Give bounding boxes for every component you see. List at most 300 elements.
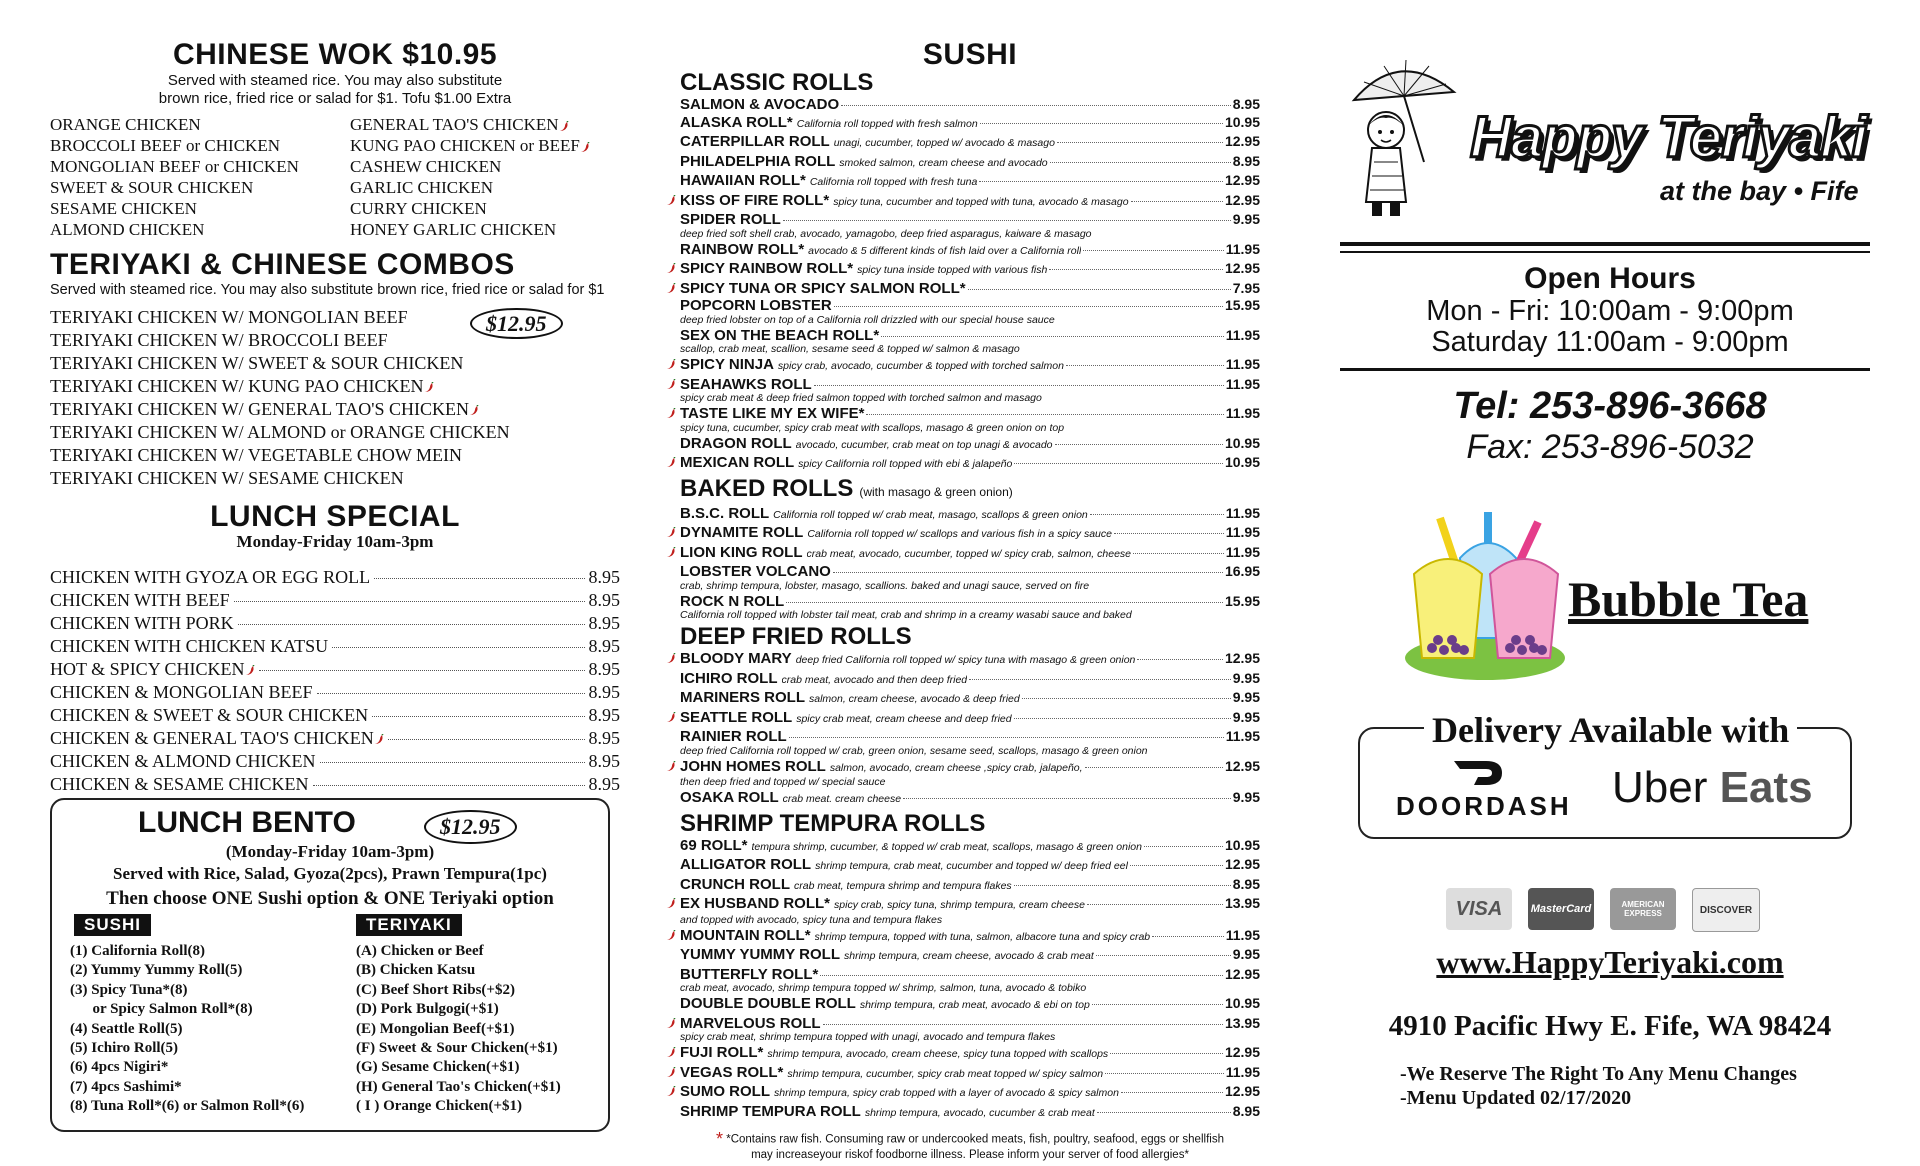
roll-name: DYNAMITE ROLL [680,524,804,541]
roll-price: 8.95 [1232,96,1260,112]
roll-name: POPCORN LOBSTER [680,297,832,314]
combo-item-name: TERIYAKI CHICKEN W/ MONGOLIAN BEEF [50,307,408,327]
combo-item-name: TERIYAKI CHICKEN W/ ALMOND or ORANGE CHICKEN [50,422,510,442]
sushi-roll [680,505,1260,525]
wok-item-name: MONGOLIAN BEEF or CHICKEN [50,157,299,176]
roll-price: 16.95 [1224,563,1260,579]
lunch-item-name: CHICKEN WITH PORK [50,613,234,633]
wok-item-name: CASHEW CHICKEN [350,157,502,176]
dot-leader [320,762,585,763]
section-title-text: DEEP FRIED ROLLS [680,623,912,650]
chili-pepper-icon [666,547,676,558]
roll-name: SEX ON THE BEACH ROLL* [680,326,880,344]
lunch-title: LUNCH SPECIAL [210,500,460,533]
roll-desc: California roll topped w/ crab meat, masago, scallops & green onion [773,508,1088,521]
roll-desc-line: spicy tuna, cucumber, spicy crab meat with scallops, masago & green onion on top [680,421,1065,434]
roll-name: TASTE LIKE MY EX WIFE* [680,405,865,422]
combo-item [50,352,620,375]
bento-teriyaki-option: (A) Chicken or Beef [356,943,484,959]
sushi-roll [680,689,1260,709]
hours-saturday: Saturday 11:00am - 9:00pm [1431,326,1789,358]
lunch-item-price: 8.95 [588,567,620,587]
dot-leader [259,670,585,671]
roll-price: 10.95 [1224,454,1260,470]
sushi-roll [680,297,1260,315]
sushi-roll [680,837,1260,857]
sushi-roll [680,1015,1260,1033]
sushi-roll [680,1044,1260,1064]
wok-item [350,114,620,135]
sushi-roll [680,260,1260,280]
dot-leader [1090,514,1224,515]
roll-name: CRUNCH ROLL [680,875,790,893]
roll-name: SEAHAWKS ROLL [680,375,812,393]
sushi-roll [680,280,1260,298]
roll-price: 11.95 [1225,524,1260,540]
bento-teriyaki-label: TERIYAKI [356,914,462,936]
wok-item [350,156,620,177]
roll-desc-line: deep fried California roll topped w/ crab, green onion, sesame seed, scallops, masago & green onion [680,744,1148,757]
roll-desc: spicy crab, spicy tuna, shrimp tempura, cream cheese [834,899,1085,911]
divider [1340,251,1870,253]
bento-sushi-option: (4) Seattle Roll(5) [70,1020,183,1037]
roll-price: 10.95 [1224,113,1260,130]
lunch-item-price: 8.95 [588,705,620,725]
wok-item-name: SWEET & SOUR CHICKEN [50,178,254,197]
bento-title: LUNCH BENTO [138,806,356,839]
sushi-roll [680,946,1260,966]
roll-desc: deep fried California roll topped w/ spicy tuna with masago & green onion [795,654,1136,666]
roll-name: SPICY NINJA [680,356,774,373]
address: 4910 Pacific Hwy E. Fife, WA 98424 [1388,1010,1832,1042]
section-note: (with masago & green onion) [859,484,1013,499]
dot-leader [903,798,1231,799]
wok-sub-2: brown rice, fried rice or salad for $1. Tofu $1.00 Extra [158,90,512,107]
sushi-roll [680,544,1260,564]
roll-price: 11.95 [1225,326,1260,343]
lunch-item [50,727,620,750]
dot-leader [1144,846,1223,847]
roll-desc: spicy tuna inside topped with various fish [857,264,1048,276]
dot-leader [1133,553,1224,554]
bento-sushi-options [70,942,304,1117]
hours-title: Open Hours [1524,262,1696,295]
combo-item-name: TERIYAKI CHICKEN W/ VEGETABLE CHOW MEIN [50,445,463,465]
roll-desc: crab meat, tempura shrimp and tempura flakes [794,879,1012,892]
roll-price: 11.95 [1225,240,1260,257]
mastercard-icon: MasterCard [1528,888,1594,930]
sushi-roll [680,153,1260,173]
roll-desc: smoked salmon, cream cheese and avocado [839,156,1048,169]
roll-price: 7.95 [1232,279,1260,296]
sushi-roll [680,435,1260,455]
wok-item [350,219,620,240]
roll-name: MARVELOUS ROLL [680,1014,821,1032]
combos-title: TERIYAKI & CHINESE COMBOS [50,248,515,281]
asterisk-icon: * [716,1129,724,1149]
bento-teriyaki-option: (E) Mongolian Beef(+$1) [356,1020,515,1037]
roll-desc: California roll topped with fresh salmon [796,117,978,130]
roll-name: LION KING ROLL [680,543,803,561]
roll-desc: shrimp tempura, cream cheese, avocado & crab meat [844,950,1094,962]
roll-price: 10.95 [1224,434,1260,451]
roll-desc: crab meat. cream cheese [782,793,902,805]
dot-leader [1105,1073,1224,1074]
chili-pepper-icon [666,1067,676,1078]
doordash-logo: DOORDASH [1396,791,1572,821]
roll-desc: California roll topped w/ scallops and various fish in a spicy sauce [807,528,1112,540]
chili-pepper-icon [245,665,255,676]
contact [1320,385,1900,467]
sushi-roll [680,650,1260,670]
roll-name: ROCK N ROLL [680,592,785,610]
sushi-roll [680,1083,1260,1103]
sushi-roll [680,876,1260,896]
roll-name: SPICY RAINBOW ROLL* [680,260,854,277]
website-link[interactable]: www.HappyTeriyaki.com [1436,944,1784,980]
wok-item-name: ORANGE CHICKEN [50,115,201,134]
bento-sushi-option: (6) 4pcs Nigiri* [70,1059,169,1076]
sushi-roll [680,241,1260,261]
dot-leader [1087,904,1223,905]
bento-sushi-label: SUSHI [74,914,151,936]
eats-text: Eats [1719,763,1813,812]
roll-desc: shrimp tempura, cucumber, spicy crab meat topped w/ spicy salmon [787,1067,1104,1080]
wok-item-name: ALMOND CHICKEN [50,220,205,239]
left-column [50,0,620,1166]
lunch-items [50,566,620,796]
roll-name: CATERPILLAR ROLL [680,133,830,150]
roll-price: 12.95 [1224,965,1260,982]
sushi-roll [680,563,1260,581]
chili-pepper-icon [580,142,590,153]
dot-leader [234,601,585,602]
wok-items [50,114,620,240]
dot-leader [388,739,585,740]
dot-leader [1121,1092,1223,1093]
roll-desc: avocado & 5 different kinds of fish laid over a California roll [808,244,1082,257]
roll-price: 8.95 [1232,875,1260,892]
roll-name: SALMON & AVOCADO [680,96,840,113]
dot-leader [841,105,1231,106]
bento-price-oval: $12.95 [424,810,517,844]
section-title-text: CLASSIC ROLLS [680,69,874,96]
roll-price: 12.95 [1224,260,1260,276]
lunch-item-name: CHICKEN & GENERAL TAO'S CHICKEN [50,727,384,750]
combo-item [50,467,620,490]
roll-price: 11.95 [1225,375,1260,392]
chili-pepper-icon [666,457,676,468]
lunch-item [50,704,620,727]
roll-price: 11.95 [1225,405,1260,421]
bento-sub-1: (Monday-Friday 10am-3pm) [225,842,435,861]
dot-leader [1096,955,1231,956]
bento-teriyaki-option: (G) Sesame Chicken(+$1) [356,1059,520,1076]
menu-note-1: -We Reserve The Right To Any Menu Changes [1400,1063,1797,1085]
lunch-item [50,589,620,612]
wok-item [50,135,350,156]
roll-price: 12.95 [1224,191,1260,208]
chili-pepper-icon [666,1018,676,1029]
lunch-item-price: 8.95 [588,728,620,748]
uber-text: Uber [1612,763,1708,812]
lunch-item-name: CHICKEN WITH GYOZA OR EGG ROLL [50,567,371,587]
sushi-section-title [680,476,1260,505]
sushi-roll [680,356,1260,376]
doordash-icon [1452,757,1504,787]
sushi-roll [680,172,1260,192]
menu-note-2: -Menu Updated 02/17/2020 [1400,1087,1632,1109]
roll-price: 10.95 [1224,836,1260,853]
dot-leader [834,306,1223,307]
roll-name: B.S.C. ROLL [680,504,770,522]
lunch-item [50,635,620,658]
wok-item [350,135,620,156]
roll-price: 11.95 [1225,504,1260,521]
dot-leader [1022,698,1231,699]
lunch-item [50,773,620,796]
roll-desc: shrimp tempura, crab meat, cucumber and topped w/ deep fried eel [815,860,1128,872]
roll-desc-line: and topped with avocado, spicy tuna and tempura flakes [680,913,943,926]
roll-desc: shrimp tempura, crab meat, avocado & ebi on top [859,999,1090,1011]
sushi-roll [680,670,1260,690]
sushi-roll [680,192,1260,212]
dot-leader [313,785,585,786]
roll-name: SUMO ROLL [680,1083,770,1100]
combo-item [50,398,620,421]
sushi-roll [680,995,1260,1015]
divider [1340,368,1870,371]
roll-name: ALLIGATOR ROLL [680,856,812,873]
chili-pepper-icon [666,653,676,664]
roll-name: ICHIRO ROLL [680,669,778,687]
lunch-item [50,681,620,704]
dot-leader [1137,659,1223,660]
section-title-text: BAKED ROLLS [680,474,854,502]
roll-desc-line: spicy crab meat, shrimp tempura topped with unagi, avocado and tempura flakes [680,1031,1056,1043]
lunch-item [50,612,620,635]
roll-desc-line: spicy crab meat & deep fried salmon topped with torched salmon and masago [680,392,1042,404]
sushi-roll [680,895,1260,915]
chili-pepper-icon [666,712,676,723]
dot-leader [866,414,1223,415]
roll-name: EX HUSBAND ROLL* [680,895,831,912]
sushi-column [680,0,1260,1166]
chili-pepper-icon [666,1047,676,1058]
chili-pepper-icon [666,408,676,419]
chili-pepper-icon [374,734,384,745]
sushi-roll [680,966,1260,984]
combo-item-name: TERIYAKI CHICKEN W/ GENERAL TAO'S CHICKEN [50,399,469,419]
sushi-roll [680,405,1260,423]
combo-item-name: TERIYAKI CHICKEN W/ BROCCOLI BEEF [50,330,388,350]
brand-location: at the bay • Fife [1660,176,1859,206]
dot-leader [968,289,1231,290]
dot-leader [820,975,1223,976]
lunch-item [50,566,620,589]
dot-leader [372,716,584,717]
sushi-roll [680,709,1260,729]
sushi-roll [680,856,1260,876]
roll-name: ALASKA ROLL* [680,113,793,131]
bento-teriyaki-option: (C) Beef Short Ribs(+$2) [356,981,515,998]
roll-desc-line: California roll topped with lobster tail meat, crab and shrimp in a creamy wasabi sauce and baked [680,609,1132,621]
sushi-roll [680,524,1260,544]
sushi-section-title [680,624,1260,650]
mascot-logo-icon [1344,52,1474,232]
lunch-item-price: 8.95 [588,613,620,633]
roll-desc: salmon, cream cheese, avocado & deep fried [809,693,1020,705]
brand-name: Happy Teriyaki [1470,105,1867,170]
lunch-item-price: 8.95 [588,590,620,610]
roll-desc: salmon, avocado, cream cheese ,spicy crab, jalapeño, [829,761,1083,774]
roll-name: SPICY TUNA OR SPICY SALMON ROLL* [680,279,966,297]
lunch-item-name: CHICKEN & SWEET & SOUR CHICKEN [50,705,369,725]
roll-desc-line: then deep fried and topped w/ special sauce [680,776,886,788]
roll-desc: crab meat, avocado and then deep fried [781,673,968,686]
lunch-item-name: CHICKEN WITH CHICKEN KATSU [50,636,329,656]
bento-sushi-option: (3) Spicy Tuna*(8) [70,981,188,998]
roll-name: MEXICAN ROLL [680,454,795,471]
roll-name: OSAKA ROLL [680,789,779,806]
roll-price: 12.95 [1224,757,1260,774]
dot-leader [979,181,1223,182]
lunch-item [50,658,620,681]
fax-number: Fax: 253-896-5032 [1466,428,1754,466]
sushi-roll [680,927,1260,947]
sushi-roll [680,211,1260,229]
roll-name: SHRIMP TEMPURA ROLL [680,1102,861,1120]
delivery-box [1358,710,1852,839]
roll-price: 8.95 [1232,1102,1260,1119]
roll-price: 15.95 [1224,592,1260,609]
roll-name: DRAGON ROLL [680,434,792,452]
dot-leader [980,123,1223,124]
footnote-line-2: may increaseyour riskof foodborne illness. Please inform your server of food allergies* [751,1148,1189,1161]
roll-name: KISS OF FIRE ROLL* [680,191,830,209]
dot-leader [1110,1053,1223,1054]
roll-price: 11.95 [1225,543,1260,560]
raw-fish-footnote [680,1129,1260,1163]
dot-leader [1083,250,1223,251]
dot-leader [1014,718,1231,719]
sushi-section-title [680,70,1260,96]
wok-item [50,198,350,219]
dot-leader [969,679,1231,680]
roll-price: 12.95 [1224,133,1260,149]
dot-leader [1055,444,1223,445]
roll-desc: shrimp tempura, topped with tuna, salmon, albacore tuna and spicy crab [814,930,1151,943]
dot-leader [1014,885,1231,886]
combo-items [50,306,620,490]
dot-leader [1131,201,1223,202]
lunch-bento-box [50,798,610,1132]
combo-item [50,421,620,444]
roll-desc: shrimp tempura, spicy crab topped with a layer of avocado & spicy salmon [774,1087,1119,1099]
chili-pepper-icon [666,930,676,941]
roll-price: 9.95 [1232,211,1260,227]
sushi-roll [680,96,1260,114]
roll-name: SPIDER ROLL [680,211,781,228]
bento-teriyaki-option: (B) Chicken Katsu [356,962,476,979]
sushi-roll [680,1064,1260,1084]
chili-pepper-icon [666,379,676,390]
sushi-roll [680,789,1260,809]
roll-price: 12.95 [1224,172,1260,188]
roll-price: 12.95 [1224,856,1260,872]
sushi-section-title [680,811,1260,837]
open-hours [1320,262,1900,358]
roll-desc: unagi, cucumber, topped w/ avocado & masago [833,137,1055,149]
wok-item-name: HONEY GARLIC CHICKEN [350,220,557,239]
wok-item [350,198,620,219]
discover-card-icon: DISCOVER [1692,888,1760,932]
wok-item [350,177,620,198]
bento-teriyaki-option: (F) Sweet & Sour Chicken(+$1) [356,1040,558,1057]
roll-price: 9.95 [1232,689,1260,705]
sushi-roll [680,1103,1260,1123]
dot-leader [317,693,585,694]
roll-name: BLOODY MARY [680,650,792,667]
dot-leader [1057,142,1223,143]
chili-pepper-icon [424,382,434,393]
wok-item [50,156,350,177]
roll-name: JOHN HOMES ROLL [680,757,826,775]
roll-price: 11.95 [1225,1063,1260,1080]
dot-leader [332,647,584,648]
bento-sub-2: Served with Rice, Salad, Gyoza(2pcs), Prawn Tempura(1pc) [113,864,547,883]
roll-name: YUMMY YUMMY ROLL [680,946,841,963]
phone-number[interactable]: Tel: 253-896-3668 [1453,385,1767,427]
combos-sub: Served with steamed rice. You may also substitute brown rice, fried rice or salad for $1 [50,282,605,298]
roll-desc: shrimp tempura, avocado, cucumber & crab meat [864,1106,1095,1119]
roll-name: RAINIER ROLL [680,728,787,745]
dot-leader [1050,162,1231,163]
bento-sushi-option: (5) Ichiro Roll(5) [70,1040,179,1057]
roll-price: 9.95 [1232,708,1260,725]
combo-item-name: TERIYAKI CHICKEN W/ SWEET & SOUR CHICKEN [50,353,464,373]
roll-desc-line: scallop, crab meat, scallion, sesame seed & topped w/ salmon & masago [680,343,1020,355]
roll-desc-line: crab meat, avocado, shrimp tempura topped w/ shrimp, salmon, tuna, avocado & tobiko [680,982,1087,994]
wok-item [50,219,350,240]
dot-leader [1014,463,1223,464]
bento-sushi-option: or Spicy Salmon Roll*(8) [70,1001,253,1018]
footnote-line-1: *Contains raw fish. Consuming raw or undercooked meats, fish, poultry, seafood, eggs or shellfish [726,1133,1224,1146]
dot-leader [1152,936,1224,937]
lunch-item-price: 8.95 [588,774,620,794]
info-column [1320,0,1900,1166]
sushi-roll [680,454,1260,474]
roll-name: RAINBOW ROLL* [680,240,805,258]
combo-item-name: TERIYAKI CHICKEN W/ SESAME CHICKEN [50,468,404,488]
wok-item-name: GARLIC CHICKEN [350,178,494,197]
dot-leader [1049,269,1223,270]
roll-name: MOUNTAIN ROLL* [680,926,811,944]
wok-item [50,177,350,198]
roll-desc-line: deep fried lobster on top of a California roll drizzled with our special house sauce [680,313,1055,326]
roll-desc: spicy crab meat, cream cheese and deep fried [796,712,1012,725]
roll-name: LOBSTER VOLCANO [680,563,831,580]
sushi-roll [680,376,1260,394]
bento-teriyaki-option: (D) Pork Bulgogi(+$1) [356,1001,499,1018]
bubble-tea-icon [1400,508,1570,683]
combo-price-oval: $12.95 [470,308,563,339]
wok-item-name: CURRY CHICKEN [350,199,487,218]
dot-leader [881,336,1224,337]
combo-item [50,444,620,467]
dot-leader [1085,767,1223,768]
chili-pepper-icon [666,898,676,909]
